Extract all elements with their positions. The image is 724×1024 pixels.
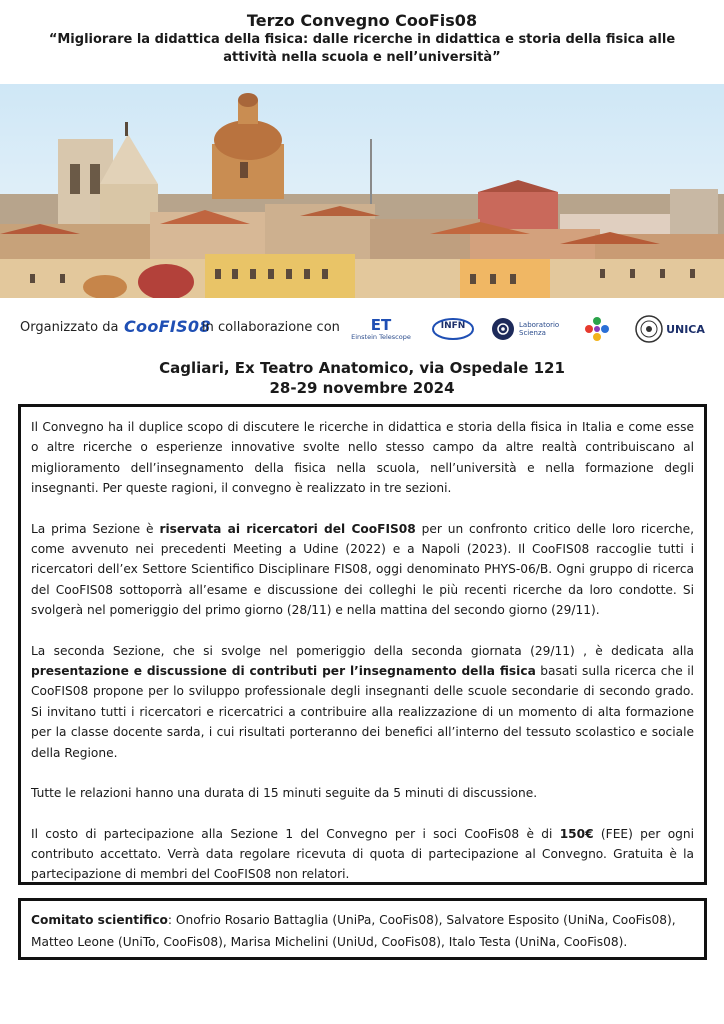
infn-logo: [430, 311, 476, 347]
venue-place: Cagliari, Ex Teatro Anatomico, via Ospedale 121: [159, 359, 565, 377]
paragraph-duration: Tutte le relazioni hanno una durata di 15 minuti seguite da 5 minuti di discussione.: [31, 786, 538, 801]
p3-highlight: presentazione e discussione di contributi per l’insegnamento della fisica: [31, 664, 536, 679]
page-header: [0, 10, 724, 67]
unica-logo: [630, 311, 710, 347]
venue-dates: 28-29 novembre 2024: [269, 379, 455, 397]
event-subtitle: “Migliorare la didattica della fisica: dalle ricerche in didattica e storia della fisica alle attività nella scuola e nell’università”: [48, 32, 676, 65]
laboratorio-scienza-logo: [488, 311, 564, 347]
venue-block: [0, 358, 724, 398]
city-banner-image: [0, 84, 724, 298]
einstein-telescope-logo: [347, 311, 415, 347]
einstein-telescope-caption: Einstein Telescope: [351, 333, 411, 341]
p2-text-a: La prima Sezione è: [31, 521, 160, 536]
committee-box: [18, 898, 707, 960]
infn-mark: INFN: [440, 321, 466, 331]
p3-text-c: basati sulla ricerca che il CooFIS08 propone per lo sviluppo professionale degli insegnanti delle scuole secondarie di secondo grado. Si invitano tutti i ricercatori e ricercatrici a contribuire alla realizzazione di un momento di alta formazione per la classe docente sarda, i cui risultati porteranno dei benefici all’interno del tessuto scolastico e sociale della Regione.: [31, 664, 695, 760]
p2-text-c: per un confronto critico delle loro ricerche, come avvenuto nei precedenti Meeting a Udine (2022) e a Napoli (2023). Il CooFIS08 raccoglie tutti i ricercatori dell’ex Settore Scientifico Disciplinare FIS08, oggi denominato PHYS-06/B. Ogni gruppo di ricerca del CooFIS08 sottoporrà all’esame e discussione dei colleghi le più recenti ricerche da loro condotte. Si svolgerà nel pomeriggio del primo giorno (28/11) e nella mattina del secondo giorno (29/11).: [31, 521, 694, 618]
organizers-row: [0, 311, 724, 347]
committee-text: [31, 909, 694, 953]
p3-text-a: La seconda Sezione, che si svolge nel pomeriggio della seconda giornata (29/11) , è dedicata alla: [31, 643, 694, 658]
laboratorio-scienza-caption: Laboratorio Scienza: [519, 321, 560, 337]
p5-text-a: Il costo di partecipazione alla Sezione 1 del Convegno per i soci CooFis08 è di: [31, 826, 560, 841]
organized-by-label: Organizzato da: [20, 320, 119, 335]
event-title: Terzo Convegno CooFis08: [246, 11, 478, 30]
coofis08-logo: CooFIS08: [124, 317, 211, 336]
et-mark: ET: [370, 316, 392, 334]
paragraph-purpose: Il Convegno ha il duplice scopo di discutere le ricerche in didattica e storia della fisica in Italia e come esse o altre ricerche o esperienze innovative svolte nello stesso campo da altre realtà contribuiscano al miglioramento dell’insegnamento della fisica nella scuola, nell’università e nella formazione degli insegnanti. Per queste ragioni, il convegno è realizzato in tre sezioni.: [31, 420, 694, 496]
committee-members: : Onofrio Rosario Battaglia (UniPa, CooFis08), Salvatore Esposito (UniNa, CooFis08), Matteo Leone (UniTo, CooFis08), Marisa Michelini (UniUd, CooFis08), Italo Testa (UniNa, CooFis08).: [31, 913, 676, 949]
paragraph-second-section: [31, 641, 694, 763]
paragraph-first-section: [31, 519, 694, 621]
paragraph-cost: [31, 824, 694, 885]
p2-highlight: riservata ai ricercatori del CooFIS08: [159, 521, 416, 536]
p5-text-c: (FEE) per ogni contributo accettato. Verrà data regolare ricevuta di quota di partecipazione al Convegno. Gratuita è la partecipazione di membri del CooFIS08 non relatori.: [31, 826, 695, 882]
unica-mark: UNICA: [666, 322, 705, 336]
piano-lauree-scientifiche-logo: [580, 311, 614, 347]
fee-amount: 150€: [559, 826, 594, 841]
committee-label: Comitato scientifico: [31, 913, 168, 927]
collaboration-label: in collaborazione con: [202, 320, 340, 335]
description-box: [18, 404, 707, 885]
